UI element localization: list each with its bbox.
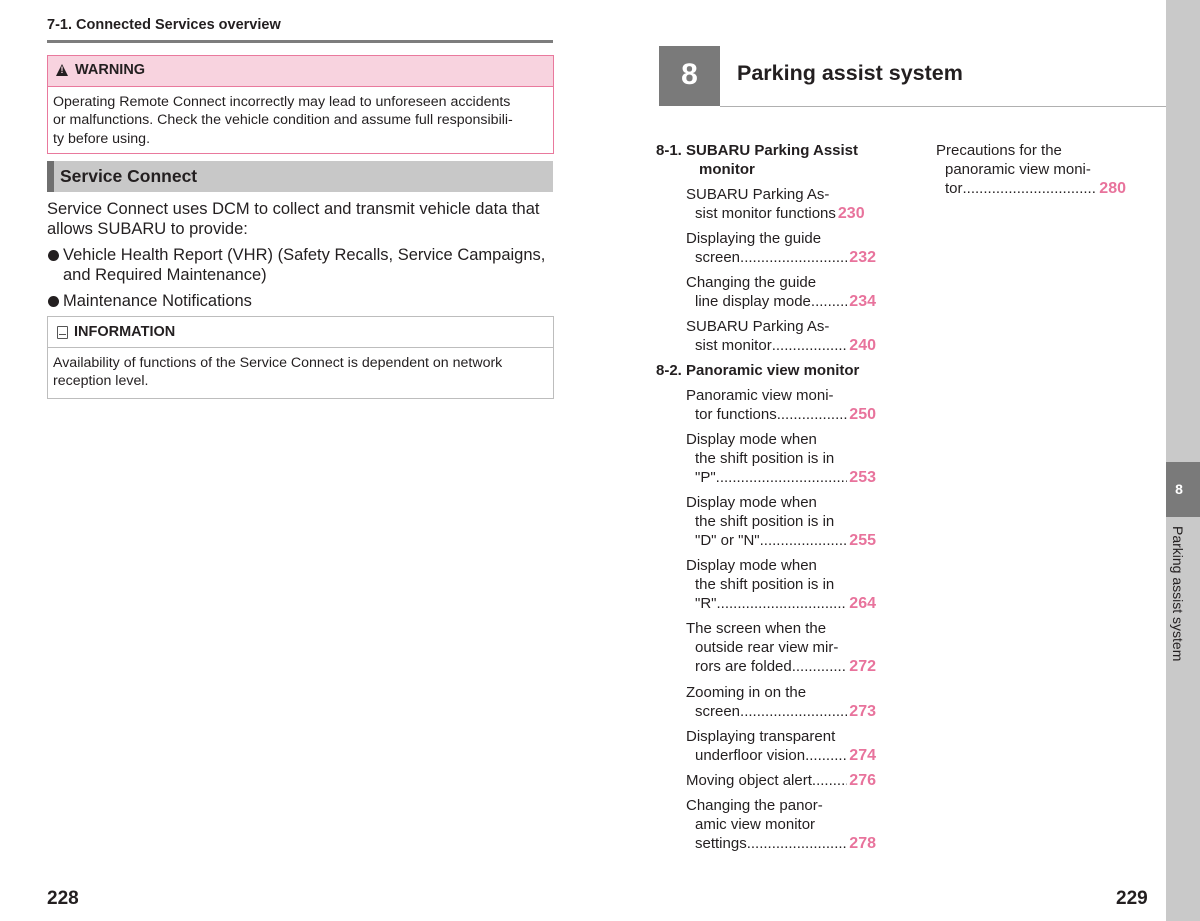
toc-entry-text: "R" <box>695 595 717 612</box>
bullet-icon <box>48 296 59 307</box>
toc-leader <box>792 657 848 676</box>
toc-leader <box>777 405 848 424</box>
warning-box <box>47 55 554 154</box>
toc-entry[interactable] <box>686 273 876 311</box>
toc-entry-line: Displaying transparent <box>686 728 836 745</box>
chapter-number-box <box>659 46 720 106</box>
toc-entry-text: settings <box>695 835 747 852</box>
toc-entry-line: Displaying the guide <box>686 230 822 247</box>
intro-line: allows SUBARU to provide: <box>47 220 248 238</box>
intro-paragraph <box>47 199 557 239</box>
page-number-right: 229 <box>1116 888 1148 909</box>
warning-header <box>48 56 553 87</box>
toc-entry-line: outside rear view mir- <box>695 639 839 656</box>
toc-leader <box>716 594 847 613</box>
toc-page-ref: 234 <box>849 293 876 310</box>
toc-entry[interactable] <box>686 185 876 223</box>
toc-entry-line: amic view monitor <box>695 816 816 833</box>
intro-line: Service Connect uses DCM to collect and transmit vehicle data that <box>47 200 540 218</box>
information-box <box>47 316 554 399</box>
toc-entry-line: SUBARU Parking As- <box>686 186 830 203</box>
toc-page-ref: 250 <box>849 406 876 423</box>
toc-entry-text: tor <box>945 180 963 197</box>
toc-entry-line: Precautions for the <box>936 142 1062 159</box>
toc-page-ref: 274 <box>849 747 876 764</box>
toc-entry-text: underfloor vision <box>695 747 806 764</box>
information-line: Availability of functions of the Service Connect is dependent on network <box>53 355 503 371</box>
bullet-item <box>47 291 557 311</box>
toc-entry-line: Display mode when <box>686 431 817 448</box>
toc-entry[interactable] <box>686 683 876 721</box>
toc-entry[interactable] <box>686 556 876 613</box>
chapter-side-tab[interactable] <box>1166 0 1200 921</box>
toc-leader <box>747 834 848 853</box>
toc-page-ref: 240 <box>849 337 876 354</box>
toc-entry[interactable] <box>686 727 876 765</box>
toc-entry-line: Zooming in on the <box>686 684 807 701</box>
warning-line: or malfunctions. Check the vehicle condition and assume full responsibili- <box>53 112 513 129</box>
toc-entry[interactable] <box>686 386 876 424</box>
toc-leader <box>760 531 848 550</box>
toc-entry[interactable] <box>936 141 1126 198</box>
book-icon <box>57 326 68 339</box>
side-tab-number: 8 <box>1175 481 1183 497</box>
warning-label: WARNING <box>75 62 146 78</box>
toc-entry[interactable] <box>686 317 876 355</box>
toc-entry-line: the shift position is in <box>695 513 835 530</box>
running-header-text: 7-1. Connected Services overview <box>47 17 281 33</box>
chapter-divider <box>720 106 1166 107</box>
toc-entry-line: Changing the guide <box>686 274 817 291</box>
toc-entry-line: the shift position is in <box>695 576 835 593</box>
page-number-left: 228 <box>47 888 79 909</box>
bullet-item <box>47 245 557 285</box>
warning-triangle-icon <box>56 64 68 76</box>
toc-entry-line: Display mode when <box>686 557 817 574</box>
toc-page-ref: 273 <box>849 703 876 720</box>
section-heading <box>47 161 553 192</box>
toc-section-line: 8-2. Panoramic view monitor <box>656 362 860 379</box>
toc-leader <box>772 336 848 355</box>
toc-entry-text: tor functions <box>695 406 777 423</box>
toc-entry-text: screen <box>695 703 741 720</box>
toc-entry-text: sist monitor functions <box>695 205 836 222</box>
side-tab-number-box <box>1166 462 1200 517</box>
toc-entry-text: "P" <box>695 469 716 486</box>
toc-page-ref: 272 <box>849 658 876 675</box>
running-header <box>47 16 553 43</box>
toc-page-ref: 232 <box>849 249 876 266</box>
toc-entry[interactable] <box>686 771 876 790</box>
toc-page-ref: 278 <box>849 835 876 852</box>
toc-entry-text: line display mode <box>695 293 811 310</box>
toc-page-ref: 255 <box>849 532 876 549</box>
toc-entry-line: panoramic view moni- <box>945 161 1091 178</box>
toc-entry-text: Moving object alert <box>686 772 812 789</box>
toc-leader <box>805 746 847 765</box>
warning-body <box>48 87 553 148</box>
toc-entry[interactable] <box>686 619 876 676</box>
toc-entry[interactable] <box>686 229 876 267</box>
toc-entry-text: sist monitor <box>695 337 772 354</box>
toc-entry-line: Panoramic view moni- <box>686 387 834 404</box>
toc-page-ref: 253 <box>849 469 876 486</box>
toc-page-ref: 230 <box>837 205 865 222</box>
toc-section-heading[interactable] <box>656 361 859 380</box>
bullet-line: and Required Maintenance) <box>63 266 267 284</box>
toc-entry-line: The screen when the <box>686 620 827 637</box>
toc-entry[interactable] <box>686 430 876 487</box>
bullet-line: Maintenance Notifications <box>63 292 252 310</box>
bullet-icon <box>48 250 59 261</box>
toc-page-ref: 264 <box>849 595 876 612</box>
toc-leader <box>811 292 847 311</box>
toc-leader <box>716 468 848 487</box>
toc-entry-text: "D" or "N" <box>695 532 760 549</box>
toc-entry-line: SUBARU Parking As- <box>686 318 830 335</box>
toc-entry[interactable] <box>686 493 876 550</box>
toc-page-ref: 276 <box>849 772 876 789</box>
toc-leader <box>740 702 847 721</box>
information-body <box>48 348 553 391</box>
information-header <box>48 317 553 348</box>
toc-entry-text: rors are folded <box>695 658 792 675</box>
chapter-title: Parking assist system <box>737 61 963 85</box>
section-heading-text: Service Connect <box>60 166 198 186</box>
toc-entry-line: Changing the panor- <box>686 797 823 814</box>
toc-leader <box>963 179 1098 198</box>
toc-entry[interactable] <box>686 796 876 853</box>
toc-section-line: monitor <box>699 161 755 178</box>
toc-entry-line: Display mode when <box>686 494 817 511</box>
toc-entry-line: the shift position is in <box>695 450 835 467</box>
toc-leader <box>740 248 847 267</box>
information-label: INFORMATION <box>74 324 176 340</box>
side-tab-label: Parking assist system <box>1170 526 1186 662</box>
toc-section-line: 8-1. SUBARU Parking Assist <box>656 142 859 159</box>
warning-line: ty before using. <box>53 130 151 147</box>
toc-page-ref: 280 <box>1099 180 1126 197</box>
bullet-line: Vehicle Health Report (VHR) (Safety Recalls, Service Campaigns, <box>63 246 546 264</box>
toc-leader <box>812 771 847 790</box>
warning-line: Operating Remote Connect incorrectly may lead to unforeseen accidents <box>53 94 511 110</box>
information-line: reception level. <box>53 373 149 390</box>
chapter-number: 8 <box>681 58 698 91</box>
toc-section-heading[interactable] <box>656 141 858 179</box>
toc-entry-text: screen <box>695 249 741 266</box>
